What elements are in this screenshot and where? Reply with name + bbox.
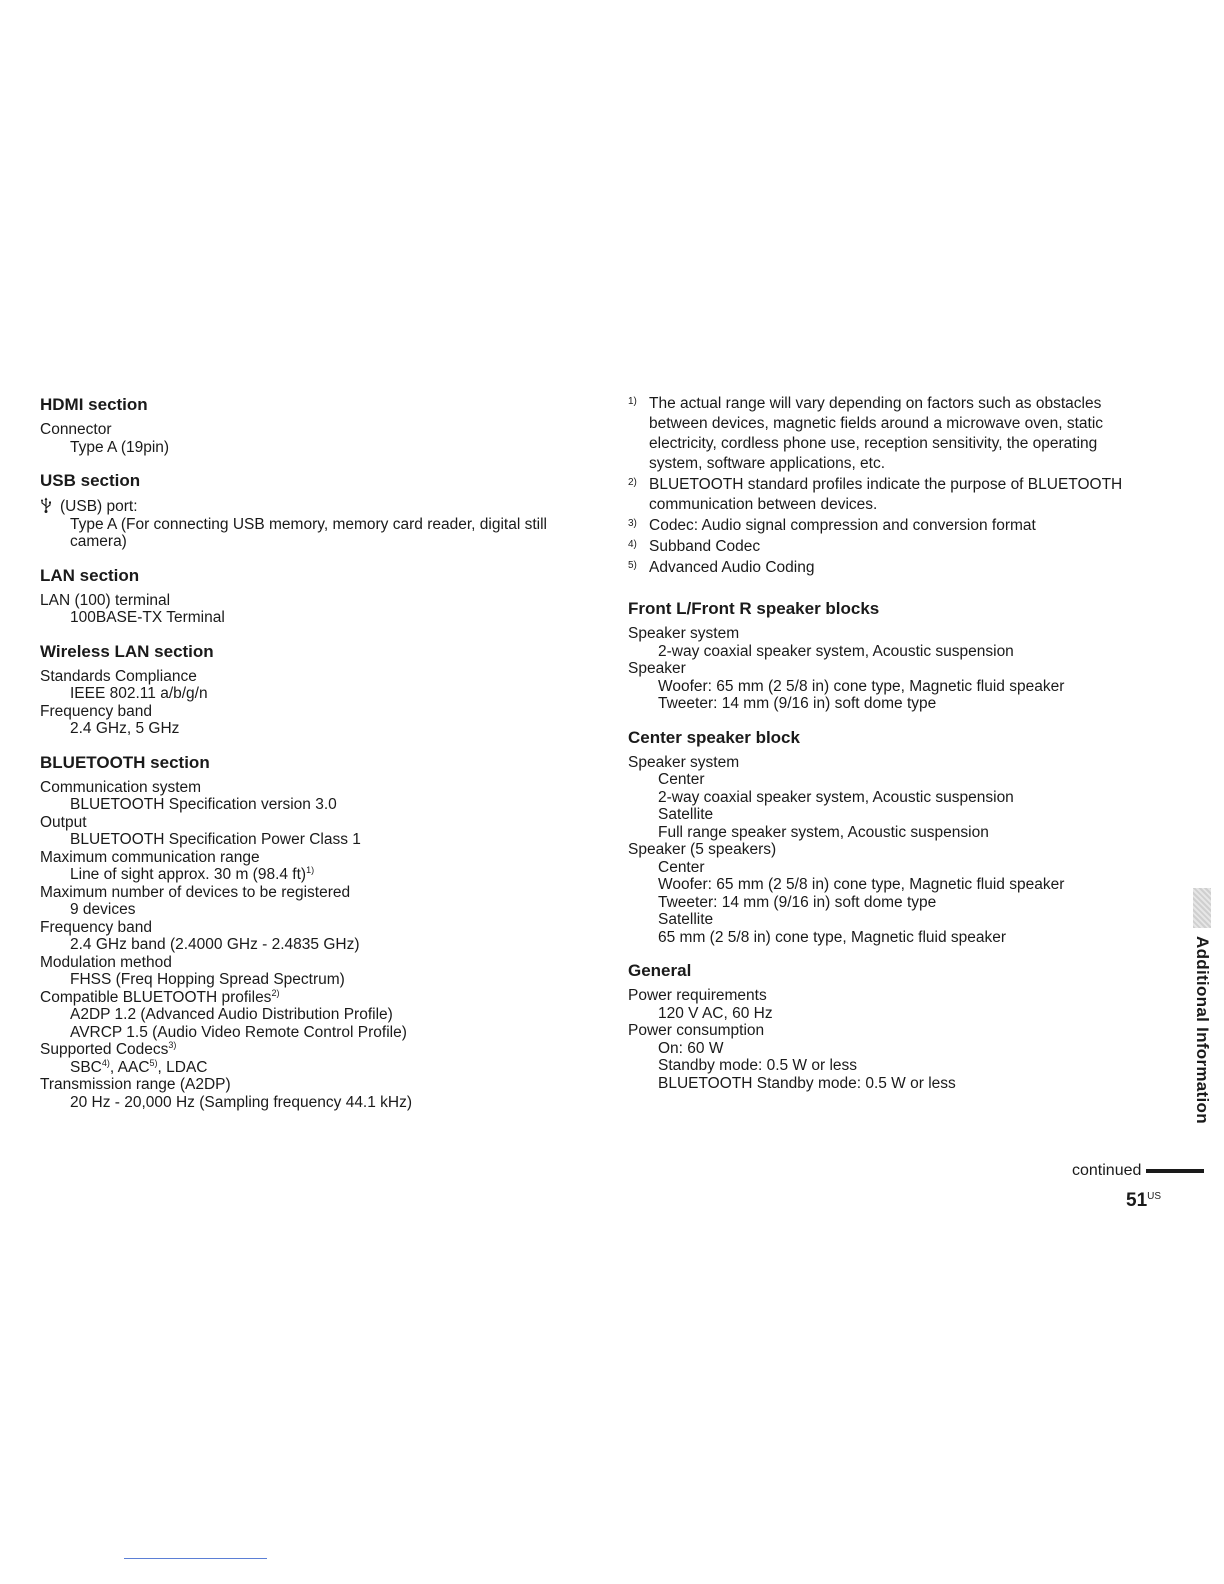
footnote bbox=[628, 537, 1148, 557]
wireless-lan-section bbox=[40, 641, 580, 738]
front-speaker-section bbox=[628, 598, 1148, 713]
footnote bbox=[628, 394, 1148, 474]
footer-rule bbox=[124, 1558, 267, 1559]
spec-value: 2-way coaxial speaker system, Acoustic suspension bbox=[658, 642, 1014, 660]
footnote-text: BLUETOOTH standard profiles indicate the purpose of BLUETOOTH communication between devices. bbox=[649, 476, 1123, 513]
footnotes bbox=[628, 394, 1148, 578]
spec-value: 120 V AC, 60 Hz bbox=[658, 1004, 773, 1022]
spec-value: Tweeter: 14 mm (9/16 in) soft dome type bbox=[658, 893, 937, 911]
spec-value: On: 60 W bbox=[658, 1039, 724, 1057]
spec-label: Speaker system bbox=[628, 625, 740, 642]
footnote-number: 5) bbox=[628, 560, 637, 571]
side-tab-marker bbox=[1193, 888, 1211, 928]
spec-value: Type A (19pin) bbox=[70, 438, 170, 456]
spec-value: AVRCP 1.5 (Audio Video Remote Control Profile) bbox=[70, 1023, 407, 1041]
spec-value: Center bbox=[658, 858, 705, 876]
section-title: Wireless LAN section bbox=[40, 641, 214, 661]
spec-label bbox=[40, 989, 580, 1007]
hdmi-section bbox=[40, 394, 580, 456]
usb-icon bbox=[40, 497, 52, 513]
bluetooth-section bbox=[40, 752, 580, 1112]
range-value-text: Line of sight approx. 30 m (98.4 ft) bbox=[70, 866, 307, 883]
footnote-ref: 2) bbox=[271, 987, 280, 998]
footnote-ref: 5) bbox=[149, 1057, 158, 1068]
page-number bbox=[1126, 1190, 1161, 1212]
spec-label: Frequency band bbox=[40, 918, 153, 936]
footnote-ref: 1) bbox=[306, 864, 315, 875]
side-tab bbox=[1190, 888, 1214, 1128]
footnote-ref: 3) bbox=[168, 1039, 177, 1050]
spec-value: Satellite bbox=[658, 806, 714, 823]
codecs-label-text: Supported Codecs bbox=[40, 1041, 169, 1058]
footnote bbox=[628, 475, 1148, 515]
section-title: LAN section bbox=[40, 565, 140, 585]
spec-value: BLUETOOTH Standby mode: 0.5 W or less bbox=[658, 1074, 956, 1092]
spec-label: Power requirements bbox=[628, 987, 767, 1004]
codec-separator: , bbox=[109, 1058, 118, 1076]
footnote-number: 3) bbox=[628, 518, 637, 529]
spec-label: LAN (100) terminal bbox=[40, 591, 171, 609]
page-region-suffix: US bbox=[1147, 1191, 1162, 1202]
footnote-number: 4) bbox=[628, 539, 637, 550]
continued-label: continued bbox=[1072, 1162, 1142, 1179]
spec-value: 2-way coaxial speaker system, Acoustic suspension bbox=[658, 788, 1014, 806]
footnote bbox=[628, 558, 1148, 578]
footnote-number: 1) bbox=[628, 396, 637, 407]
spec-label: Speaker (5 speakers) bbox=[628, 841, 777, 858]
codecs-value bbox=[40, 1059, 580, 1077]
spec-label: Modulation method bbox=[40, 953, 172, 971]
spec-label: Connector bbox=[40, 421, 112, 438]
spec-value: FHSS (Freq Hopping Spread Spectrum) bbox=[70, 971, 345, 988]
usb-port-label: (USB) port: bbox=[60, 498, 138, 515]
usb-port-row bbox=[40, 497, 580, 516]
side-tab-label: Additional Information bbox=[1193, 936, 1212, 1124]
general-section bbox=[628, 960, 1148, 1092]
continued-rule bbox=[1146, 1169, 1204, 1173]
lan-section bbox=[40, 565, 580, 627]
profiles-label-text: Compatible BLUETOOTH profiles bbox=[40, 988, 272, 1006]
codec-ldac: , LDAC bbox=[157, 1058, 208, 1076]
spec-value: BLUETOOTH Specification Power Class 1 bbox=[70, 831, 361, 848]
spec-value: Woofer: 65 mm (2 5/8 in) cone type, Magnetic fluid speaker bbox=[658, 876, 1065, 893]
spec-value bbox=[40, 866, 580, 884]
usb-port-value: Type A (For connecting USB memory, memory card reader, digital still camera) bbox=[70, 515, 547, 550]
section-title: HDMI section bbox=[40, 395, 148, 414]
footnote-text: Subband Codec bbox=[649, 538, 761, 555]
spec-value: Center bbox=[658, 771, 705, 788]
section-title: Center speaker block bbox=[628, 727, 800, 747]
codec-aac: AAC bbox=[117, 1058, 150, 1076]
spec-label: Speaker bbox=[628, 660, 686, 677]
spec-value: IEEE 802.11 a/b/g/n bbox=[70, 685, 208, 702]
spec-value: 2.4 GHz band (2.4000 GHz - 2.4835 GHz) bbox=[70, 936, 360, 953]
spec-label: Standards Compliance bbox=[40, 667, 197, 685]
codec-sbc: SBC bbox=[70, 1058, 102, 1076]
spec-value: 9 devices bbox=[70, 901, 136, 918]
spec-value: Satellite bbox=[658, 911, 714, 928]
spec-label bbox=[40, 1041, 580, 1059]
spec-label: Maximum communication range bbox=[40, 848, 260, 866]
spec-value: Tweeter: 14 mm (9/16 in) soft dome type bbox=[658, 695, 937, 712]
footnote-ref: 4) bbox=[101, 1057, 110, 1068]
footnote-text: Codec: Audio signal compression and conversion format bbox=[649, 517, 1036, 534]
footnote-text: Advanced Audio Coding bbox=[649, 559, 815, 576]
section-title: BLUETOOTH section bbox=[40, 752, 210, 772]
spec-value: Woofer: 65 mm (2 5/8 in) cone type, Magnetic fluid speaker bbox=[658, 677, 1065, 695]
spec-label: Frequency band bbox=[40, 702, 153, 720]
spec-value: Standby mode: 0.5 W or less bbox=[658, 1057, 858, 1074]
spec-value: 100BASE-TX Terminal bbox=[70, 609, 225, 626]
right-column bbox=[628, 394, 1148, 1106]
usb-section bbox=[40, 470, 580, 551]
footnote-number: 2) bbox=[628, 477, 637, 488]
spec-label: Speaker system bbox=[628, 753, 740, 771]
section-title: Front L/Front R speaker blocks bbox=[628, 599, 880, 618]
spec-label: Output bbox=[40, 813, 87, 831]
section-title: General bbox=[628, 961, 692, 980]
section-title: USB section bbox=[40, 471, 141, 490]
spec-label: Transmission range (A2DP) bbox=[40, 1076, 231, 1093]
spec-value: Full range speaker system, Acoustic suspension bbox=[658, 823, 989, 841]
page-number-value: 51 bbox=[1126, 1190, 1148, 1211]
spec-value: A2DP 1.2 (Advanced Audio Distribution Profile) bbox=[70, 1006, 393, 1023]
spec-value: 65 mm (2 5/8 in) cone type, Magnetic fluid speaker bbox=[658, 928, 1007, 946]
spec-value: 2.4 GHz, 5 GHz bbox=[70, 720, 180, 737]
spec-label: Communication system bbox=[40, 778, 202, 796]
footnote-text: The actual range will vary depending on factors such as obstacles between devices, magnetic fields around a microwave oven, static electricity, cordless phone use, reception sensitivity, the operating system, software applications, etc. bbox=[649, 395, 1104, 472]
footnote bbox=[628, 516, 1148, 536]
left-column bbox=[40, 394, 580, 1125]
continued-indicator bbox=[1072, 1162, 1204, 1180]
spec-label: Maximum number of devices to be registered bbox=[40, 883, 351, 901]
spec-label: Power consumption bbox=[628, 1022, 765, 1039]
spec-value: BLUETOOTH Specification version 3.0 bbox=[70, 796, 337, 813]
spec-value: 20 Hz - 20,000 Hz (Sampling frequency 44.1 kHz) bbox=[70, 1093, 413, 1111]
center-speaker-section bbox=[628, 727, 1148, 947]
